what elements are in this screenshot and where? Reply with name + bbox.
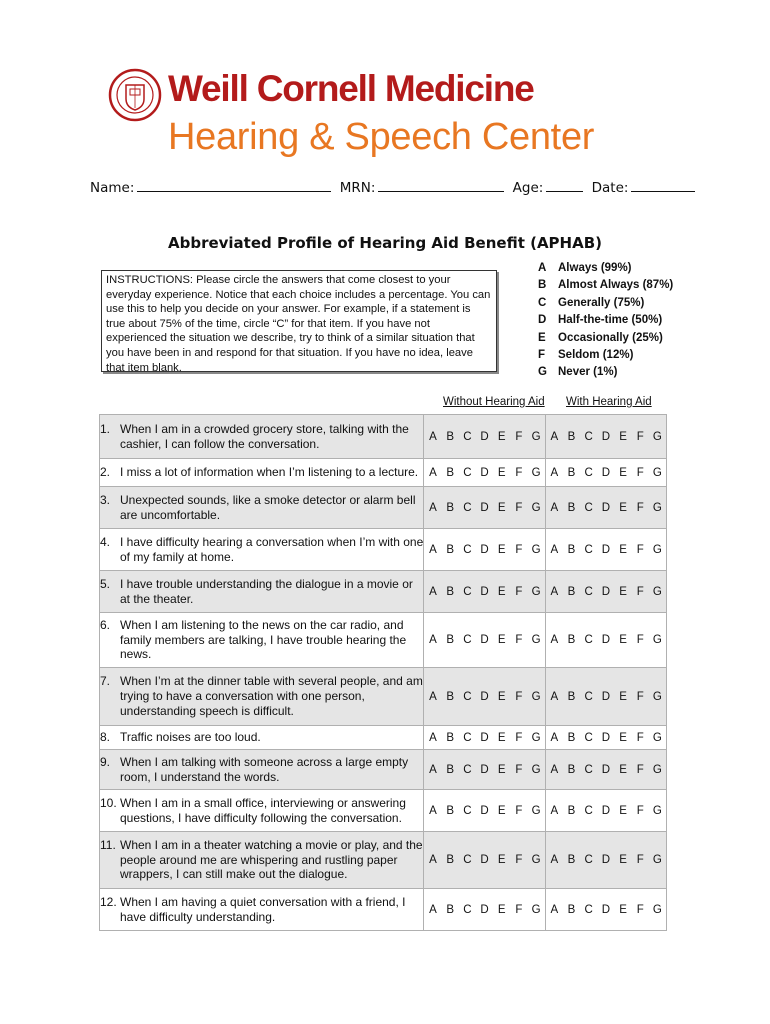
answer-choice[interactable]: C — [463, 501, 472, 514]
answer-choice[interactable]: C — [463, 804, 472, 817]
answer-choice[interactable]: G — [652, 543, 662, 556]
answer-choice[interactable]: F — [636, 804, 644, 817]
mrn-field[interactable] — [378, 178, 504, 192]
answer-choice[interactable]: F — [636, 731, 644, 744]
table-row — [100, 571, 667, 613]
answer-choice[interactable]: G — [531, 763, 541, 776]
table-row — [100, 668, 667, 726]
scale-label: Occasionally (25%) — [558, 331, 663, 344]
answer-choice[interactable]: B — [567, 430, 576, 443]
answers-with-aid — [545, 487, 666, 529]
answers-without-aid — [424, 571, 545, 613]
answer-choice[interactable]: D — [601, 763, 610, 776]
question-cell — [100, 459, 424, 487]
question-text: When I am listening to the news on the car radio, and family members are talking, I have trouble hearing the news. — [120, 617, 407, 662]
question-number: 1. — [100, 421, 111, 436]
answer-choice[interactable]: B — [446, 903, 454, 916]
answers-without-aid — [424, 487, 545, 529]
answer-choice[interactable]: D — [601, 585, 610, 598]
scale-letter: E — [538, 331, 546, 344]
answer-choice[interactable]: B — [446, 501, 454, 514]
answer-choice[interactable]: B — [446, 690, 454, 703]
answer-choice[interactable]: A — [429, 854, 437, 866]
answer-choice[interactable]: F — [515, 466, 523, 479]
answer-choice[interactable]: A — [550, 804, 559, 817]
answers-with-aid — [545, 571, 666, 613]
scale-letter: D — [538, 314, 547, 327]
answer-choice[interactable]: A — [550, 634, 559, 646]
scale-letter: G — [538, 366, 547, 379]
answer-choice[interactable]: G — [652, 804, 662, 817]
answer-choice[interactable]: A — [550, 585, 559, 598]
answer-choice[interactable]: B — [446, 430, 454, 443]
answer-choice[interactable]: E — [497, 763, 506, 776]
answer-choice[interactable]: E — [619, 543, 627, 556]
answer-choice[interactable]: A — [429, 731, 437, 744]
answer-choice[interactable]: D — [601, 634, 610, 646]
question-number: 8. — [100, 730, 111, 745]
answer-choice[interactable]: F — [515, 585, 523, 598]
answer-choice[interactable]: B — [446, 585, 454, 598]
answer-choice[interactable]: G — [652, 430, 662, 443]
answer-choice[interactable]: E — [497, 585, 506, 598]
table-row — [100, 415, 667, 459]
answer-choice[interactable]: F — [515, 731, 523, 744]
answer-choice[interactable]: D — [480, 804, 489, 817]
answer-choice[interactable]: C — [463, 731, 472, 744]
question-number: 12. — [100, 894, 117, 909]
answer-choice[interactable]: C — [584, 501, 593, 514]
answer-choice[interactable]: E — [619, 731, 627, 744]
answer-choice[interactable]: G — [531, 585, 541, 598]
answer-choice[interactable]: F — [636, 543, 644, 556]
answer-choice[interactable]: C — [584, 634, 593, 646]
answer-choice[interactable]: C — [584, 466, 593, 479]
answer-choice[interactable]: E — [619, 854, 627, 866]
table-row — [100, 832, 667, 889]
center-name: Hearing & Speech Center — [168, 116, 595, 158]
question-text: When I am talking with someone across a large empty room, I understand the words. — [120, 754, 409, 784]
answer-choice[interactable]: D — [480, 731, 489, 744]
answer-choice[interactable]: G — [652, 854, 662, 866]
answer-choice[interactable]: E — [497, 903, 506, 916]
answer-choice[interactable]: B — [567, 804, 576, 817]
answer-choice[interactable]: D — [480, 763, 489, 776]
answer-choice[interactable]: F — [636, 466, 644, 479]
answer-choice[interactable]: B — [446, 466, 454, 479]
answer-choice[interactable]: G — [652, 731, 662, 744]
column-with-hearing-aid: With Hearing Aid — [566, 396, 652, 408]
answer-choice[interactable]: D — [480, 903, 489, 916]
answer-choice[interactable]: F — [515, 501, 523, 514]
answer-choice[interactable]: F — [636, 690, 644, 703]
answer-choice[interactable]: A — [550, 903, 559, 916]
answer-choice[interactable]: B — [446, 543, 454, 556]
answers-with-aid — [545, 726, 666, 750]
answer-choice[interactable]: C — [463, 543, 472, 556]
answers-with-aid — [545, 790, 666, 832]
answer-choice[interactable]: C — [463, 585, 472, 598]
answer-choice[interactable]: C — [584, 690, 593, 703]
scale-letter: B — [538, 279, 547, 292]
question-text: When I am in a small office, interviewing or answering questions, I have difficulty following the conversation. — [120, 795, 406, 825]
table-row — [100, 726, 667, 750]
answer-choice[interactable]: B — [446, 854, 454, 866]
answer-choice[interactable]: C — [463, 763, 472, 776]
answer-choice[interactable]: C — [463, 466, 472, 479]
question-cell — [100, 726, 424, 750]
answer-choice[interactable]: D — [601, 543, 610, 556]
answer-choice[interactable]: D — [601, 466, 610, 479]
answer-choice[interactable]: A — [550, 501, 559, 514]
scale-item — [538, 364, 673, 381]
answers-without-aid — [424, 459, 545, 487]
question-number: 9. — [100, 754, 111, 769]
question-text: I miss a lot of information when I’m listening to a lecture. — [120, 465, 419, 480]
answers-with-aid — [545, 415, 666, 459]
answer-choice[interactable]: A — [429, 634, 437, 646]
question-text: When I am in a crowded grocery store, talking with the cashier, I can follow the conversation. — [120, 421, 409, 451]
question-text: I have difficulty hearing a conversation when I’m with one of my family at home. — [120, 534, 424, 564]
answer-choice[interactable]: D — [601, 804, 610, 817]
answer-choice[interactable]: E — [619, 634, 627, 646]
age-field[interactable] — [546, 178, 583, 192]
answer-choice[interactable]: G — [531, 430, 541, 443]
answer-choice[interactable]: F — [515, 903, 523, 916]
answer-choice[interactable]: E — [497, 501, 506, 514]
answer-choice[interactable]: A — [550, 690, 559, 703]
scale-item — [538, 347, 673, 364]
answer-choice[interactable]: D — [480, 634, 489, 646]
question-text: When I am in a theater watching a movie or play, and the people around me are whispering and rustling paper wrappers, I can still make out the dialogue. — [120, 837, 423, 882]
answer-choice[interactable]: C — [584, 854, 593, 866]
answer-choice[interactable]: G — [652, 690, 662, 703]
table-row — [100, 889, 667, 931]
question-number: 4. — [100, 534, 111, 549]
answer-choice[interactable]: G — [652, 466, 662, 479]
answer-choice[interactable]: F — [636, 634, 644, 646]
patient-fields — [90, 178, 690, 196]
answer-choice[interactable]: B — [567, 731, 576, 744]
answer-choice[interactable]: E — [497, 854, 506, 866]
question-number: 11. — [100, 837, 116, 852]
answer-choice[interactable]: C — [463, 634, 472, 646]
question-cell — [100, 790, 424, 832]
response-scale — [538, 260, 673, 382]
answers-with-aid — [545, 529, 666, 571]
answer-choice[interactable]: F — [636, 430, 644, 443]
answers-with-aid — [545, 889, 666, 931]
question-cell — [100, 529, 424, 571]
answer-choice[interactable]: G — [531, 903, 541, 916]
answer-choice[interactable]: F — [515, 430, 523, 443]
answers-with-aid — [545, 668, 666, 726]
answer-choice[interactable]: E — [497, 634, 506, 646]
answer-choice[interactable]: A — [429, 430, 437, 443]
scale-label: Never (1%) — [558, 366, 618, 379]
answer-choice[interactable]: C — [463, 430, 472, 443]
scale-item — [538, 330, 673, 347]
answer-choice[interactable]: G — [652, 585, 662, 598]
answer-choice[interactable]: B — [446, 763, 454, 776]
answer-choice[interactable]: B — [567, 543, 576, 556]
scale-item — [538, 260, 673, 277]
answer-choice[interactable]: E — [497, 690, 506, 703]
answer-choice[interactable]: D — [480, 690, 489, 703]
scale-item — [538, 312, 673, 329]
answer-choice[interactable]: A — [429, 501, 437, 514]
answer-choice[interactable]: A — [429, 543, 437, 556]
table-row — [100, 487, 667, 529]
answer-choice[interactable]: G — [652, 903, 662, 916]
answer-choice[interactable]: E — [619, 903, 627, 916]
answer-choice[interactable]: B — [567, 585, 576, 598]
answers-without-aid — [424, 750, 545, 790]
instructions-box: INSTRUCTIONS: Please circle the answers that come closest to your everyday experience. Notice that each choice includes a percentage. You can use this to help you decide on your answer. For example, if a statement is true about 75% of the time, circle “C” for that item. If you have not experienced the situation we describe, try to think of a similar situation that you have been in and respond for that situation. If you have no idea, leave that item blank. — [101, 270, 497, 372]
answer-choice[interactable]: A — [550, 763, 559, 776]
answer-choice[interactable]: F — [515, 804, 523, 817]
answer-choice[interactable]: F — [636, 763, 644, 776]
scale-label: Always (99%) — [558, 262, 632, 274]
answer-choice[interactable]: A — [429, 804, 437, 817]
question-number: 6. — [100, 617, 111, 632]
answer-choice[interactable]: F — [636, 501, 644, 514]
answer-choice[interactable]: A — [429, 690, 437, 703]
answers-without-aid — [424, 832, 545, 889]
answers-with-aid — [545, 613, 666, 668]
answer-choice[interactable]: E — [619, 763, 627, 776]
university-seal-icon — [108, 68, 162, 122]
question-cell — [100, 668, 424, 726]
answer-choice[interactable]: A — [550, 543, 559, 556]
answer-choice[interactable]: D — [601, 690, 610, 703]
answer-choice[interactable]: G — [531, 690, 541, 703]
answer-choice[interactable]: D — [601, 731, 610, 744]
question-text: Unexpected sounds, like a smoke detector or alarm bell are uncomfortable. — [120, 492, 416, 522]
answer-choice[interactable]: C — [463, 854, 472, 866]
answer-choice[interactable]: F — [636, 903, 644, 916]
answer-choice[interactable]: D — [480, 430, 489, 443]
answer-choice[interactable]: B — [567, 466, 576, 479]
answer-choice[interactable]: B — [567, 634, 576, 646]
answers-without-aid — [424, 415, 545, 459]
scale-label: Generally (75%) — [558, 296, 645, 309]
answer-choice[interactable]: D — [601, 854, 610, 866]
answer-choice[interactable]: C — [463, 690, 472, 703]
answers-without-aid — [424, 613, 545, 668]
question-number: 2. — [100, 465, 111, 480]
answer-choice[interactable]: E — [619, 501, 627, 514]
answer-choice[interactable]: G — [652, 763, 662, 776]
answer-choice[interactable]: A — [429, 903, 437, 916]
answer-choice[interactable]: C — [584, 585, 593, 598]
scale-letter: A — [538, 262, 547, 274]
answer-choice[interactable]: B — [567, 903, 576, 916]
answer-choice[interactable]: B — [446, 634, 454, 646]
date-label: Date: — [591, 180, 629, 196]
answer-choice[interactable]: A — [550, 854, 559, 866]
answer-choice[interactable]: G — [652, 634, 662, 646]
question-text: When I am having a quiet conversation with a friend, I have difficulty understanding. — [120, 894, 406, 924]
answer-choice[interactable]: F — [636, 854, 644, 866]
scale-letter: C — [538, 296, 547, 309]
answer-choice[interactable]: E — [497, 731, 506, 744]
answer-choice[interactable]: B — [567, 854, 576, 866]
answer-choice[interactable]: D — [480, 501, 489, 514]
scale-label: Almost Always (87%) — [558, 279, 674, 292]
answer-choice[interactable]: E — [497, 430, 506, 443]
answer-choice[interactable]: E — [497, 804, 506, 817]
answers-with-aid — [545, 832, 666, 889]
answers-without-aid — [424, 790, 545, 832]
answer-choice[interactable]: A — [550, 731, 559, 744]
column-without-hearing-aid: Without Hearing Aid — [443, 396, 545, 408]
answer-choice[interactable]: C — [584, 903, 593, 916]
answer-choice[interactable]: D — [601, 903, 610, 916]
answers-without-aid — [424, 726, 545, 750]
scale-letter: F — [538, 348, 546, 361]
question-cell — [100, 415, 424, 459]
question-number: 10. — [100, 795, 117, 810]
answer-choice[interactable]: F — [515, 634, 523, 646]
answer-choice[interactable]: C — [584, 804, 593, 817]
answer-choice[interactable]: B — [567, 690, 576, 703]
table-row — [100, 750, 667, 790]
document-title: Abbreviated Profile of Hearing Aid Benefit (APHAB) — [167, 234, 603, 252]
answers-without-aid — [424, 889, 545, 931]
question-number: 5. — [100, 576, 111, 591]
answer-choice[interactable]: A — [429, 763, 437, 776]
answer-choice[interactable]: E — [619, 430, 627, 443]
answer-choice[interactable]: D — [480, 854, 489, 866]
answer-choice[interactable]: C — [584, 763, 593, 776]
question-cell — [100, 613, 424, 668]
question-cell — [100, 889, 424, 931]
answer-choice[interactable]: D — [601, 430, 610, 443]
answers-without-aid — [424, 668, 545, 726]
answer-choice[interactable]: C — [584, 430, 593, 443]
table-row — [100, 459, 667, 487]
answer-choice[interactable]: G — [531, 804, 541, 817]
answer-choice[interactable]: E — [619, 690, 627, 703]
scale-item — [538, 277, 673, 294]
age-label: Age: — [512, 180, 544, 196]
question-cell — [100, 832, 424, 889]
question-cell — [100, 750, 424, 790]
answer-choice[interactable]: D — [480, 585, 489, 598]
answer-choice[interactable]: C — [584, 543, 593, 556]
answer-choice[interactable]: A — [550, 466, 559, 479]
answer-choice[interactable]: B — [446, 804, 454, 817]
questions-table — [99, 414, 667, 931]
answer-choice[interactable]: E — [497, 543, 506, 556]
question-cell — [100, 571, 424, 613]
answer-choice[interactable]: G — [531, 543, 541, 556]
question-text: Traffic noises are too loud. — [120, 730, 261, 745]
answer-choice[interactable]: E — [619, 466, 627, 479]
answer-choice[interactable]: A — [429, 466, 437, 479]
brand-name: Weill Cornell Medicine — [168, 68, 534, 109]
question-number: 3. — [100, 492, 111, 507]
answer-choice[interactable]: B — [446, 731, 454, 744]
answer-choice[interactable]: G — [531, 501, 541, 514]
table-row — [100, 613, 667, 668]
answer-choice[interactable]: G — [531, 466, 541, 479]
question-cell — [100, 487, 424, 529]
answer-choice[interactable]: A — [550, 430, 559, 443]
answer-choice[interactable]: A — [429, 585, 437, 598]
answer-choice[interactable]: G — [531, 731, 541, 744]
answer-choice[interactable]: F — [515, 854, 523, 866]
answer-choice[interactable]: F — [515, 543, 523, 556]
answer-choice[interactable]: B — [567, 763, 576, 776]
answer-choice[interactable]: D — [480, 543, 489, 556]
answer-choice[interactable]: F — [515, 763, 523, 776]
question-text: When I’m at the dinner table with several people, and am trying to have a conversation with one person, understanding speech is difficult. — [120, 674, 423, 718]
answer-choice[interactable]: D — [601, 501, 610, 514]
scale-label: Seldom (12%) — [558, 348, 634, 361]
answers-with-aid — [545, 459, 666, 487]
answers-with-aid — [545, 750, 666, 790]
answer-choice[interactable]: E — [619, 804, 627, 817]
answer-choice[interactable]: F — [515, 690, 523, 703]
answers-without-aid — [424, 529, 545, 571]
answer-choice[interactable]: E — [619, 585, 627, 598]
answer-choice[interactable]: C — [584, 731, 593, 744]
answer-choice[interactable]: C — [463, 903, 472, 916]
scale-item — [538, 295, 673, 312]
question-number: 7. — [100, 674, 111, 689]
answer-choice[interactable]: F — [636, 585, 644, 598]
table-row — [100, 529, 667, 571]
scale-label: Half-the-time (50%) — [558, 314, 663, 327]
header — [108, 64, 708, 164]
question-text: I have trouble understanding the dialogue in a movie or at the theater. — [120, 576, 413, 606]
answer-choice[interactable]: G — [652, 501, 662, 514]
name-label: Name: — [90, 180, 135, 196]
mrn-label: MRN: — [339, 180, 376, 196]
name-field[interactable] — [137, 178, 331, 192]
answer-choice[interactable]: G — [531, 634, 541, 646]
date-field[interactable] — [631, 178, 695, 192]
table-row — [100, 790, 667, 832]
answer-choice[interactable]: B — [567, 501, 576, 514]
answer-choice[interactable]: E — [497, 466, 506, 479]
answer-choice[interactable]: D — [480, 466, 489, 479]
answer-choice[interactable]: G — [531, 854, 541, 866]
